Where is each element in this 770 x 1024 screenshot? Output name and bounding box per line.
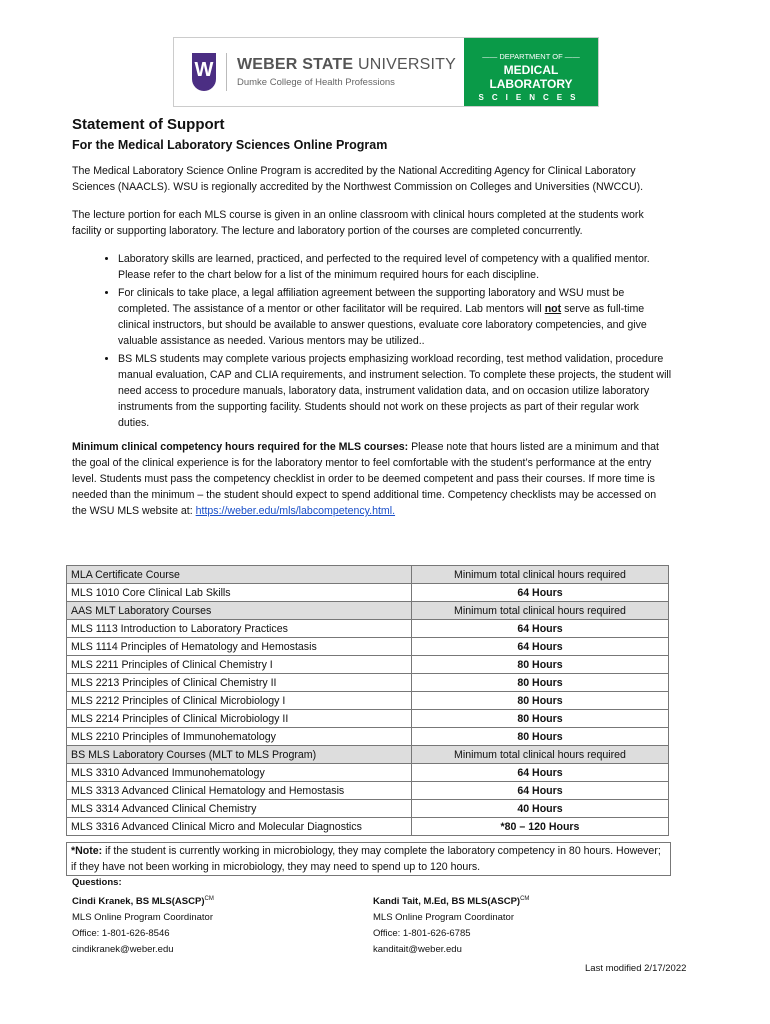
- page-title: Statement of Support: [72, 116, 225, 133]
- questions-label: Questions:: [72, 877, 122, 888]
- course-cell: MLS 1113 Introduction to Laboratory Practices: [67, 620, 412, 638]
- hours-cell: Minimum total clinical hours required: [412, 566, 669, 584]
- college-name: Dumke College of Health Professions: [237, 77, 395, 88]
- table-row: [67, 602, 669, 620]
- course-cell: BS MLS Laboratory Courses (MLT to MLS Program): [67, 746, 412, 764]
- table-row: [67, 710, 669, 728]
- table-row: [67, 746, 669, 764]
- table-row: [67, 692, 669, 710]
- hours-cell: 64 Hours: [412, 620, 669, 638]
- table-row: [67, 638, 669, 656]
- course-cell: MLS 3313 Advanced Clinical Hematology and Hemostasis: [67, 782, 412, 800]
- lecture-paragraph: The lecture portion for each MLS course is given in an online classroom with clinical hours completed at the students work facility or supporting laboratory. The lecture and laboratory portion of the courses are completed concurrently.: [72, 209, 644, 237]
- hours-cell: 80 Hours: [412, 656, 669, 674]
- list-item: • For clinicals to take place, a legal affiliation agreement between the supporting laboratory and WSU must be completed. The assistance of a mentor or other facilitator will be required. Lab mentors will not serve as full-time clinical instructors, but should be available to answer questions, evaluate core laboratory competencies, and give valuable assistance as needed. Various mentors may be utilized..: [118, 285, 672, 349]
- course-cell: AAS MLT Laboratory Courses: [67, 602, 412, 620]
- main-content: [72, 117, 672, 531]
- wsu-shield-icon: W: [192, 53, 216, 91]
- course-cell: MLS 3316 Advanced Clinical Micro and Molecular Diagnostics: [67, 818, 412, 836]
- divider: [226, 53, 227, 91]
- hours-cell: 64 Hours: [412, 764, 669, 782]
- accreditation-paragraph: The Medical Laboratory Science Online Program is accredited by the National Accrediting Agency for Clinical Laboratory Sciences (NAACLS). WSU is regionally accredited by the Northwest Commission on Colleges and Universities (NWCCU).: [72, 165, 644, 193]
- contact-left: Questions: Cindi Kranek, BS MLS(ASCP)$^{CM}$ MLS Online Program Coordinator Office: 1-801-626-8546 cindikranek@weber.edu: [72, 877, 214, 956]
- course-cell: MLS 3310 Advanced Immunohematology: [67, 764, 412, 782]
- microbiology-note: *Note: if the student is currently working in microbiology, they may complete the laboratory competency in 80 hours. However; if they have not been working in microbiology, they may need to spend up to 120 hours.: [66, 842, 671, 876]
- course-cell: MLS 2212 Principles of Clinical Microbiology I: [67, 692, 412, 710]
- course-cell: MLS 1010 Core Clinical Lab Skills: [67, 584, 412, 602]
- contact-right: Kandi Tait, M.Ed, BS MLS(ASCP)$^{CM}$ MLS Online Program Coordinator Office: 1-801-626-6785 kanditait@weber.edu: [373, 896, 530, 956]
- email[interactable]: cindikranek@weber.edu: [72, 944, 174, 956]
- header-logo: W WEBER STATE UNIVERSITY Dumke College of Health Professions —— DEPARTMENT OF —— MEDICAL LABORATORY SCIENCES: [173, 37, 599, 107]
- table-row: [67, 656, 669, 674]
- hours-cell: 64 Hours: [412, 638, 669, 656]
- hours-cell: 80 Hours: [412, 728, 669, 746]
- hours-cell: 64 Hours: [412, 782, 669, 800]
- table-row: [67, 764, 669, 782]
- lab-competency-link[interactable]: https://weber.edu/mls/labcompetency.html.: [195, 505, 396, 517]
- email[interactable]: kanditait@weber.edu: [373, 944, 462, 956]
- university-name: WEBER STATE: [237, 56, 354, 73]
- course-cell: MLS 2214 Principles of Clinical Microbiology II: [67, 710, 412, 728]
- table-row: [67, 782, 669, 800]
- table-row: [67, 674, 669, 692]
- last-modified: Last modified 2/17/2022: [585, 963, 687, 974]
- course-cell: MLS 2213 Principles of Clinical Chemistry II: [67, 674, 412, 692]
- course-cell: MLS 2210 Principles of Immunohematology: [67, 728, 412, 746]
- hours-cell: Minimum total clinical hours required: [412, 746, 669, 764]
- table-row: [67, 818, 669, 836]
- table-row: [67, 584, 669, 602]
- hours-cell: 80 Hours: [412, 710, 669, 728]
- hours-cell: Minimum total clinical hours required: [412, 602, 669, 620]
- table-row: [67, 728, 669, 746]
- hours-cell: *80 – 120 Hours: [412, 818, 669, 836]
- course-cell: MLS 3314 Advanced Clinical Chemistry: [67, 800, 412, 818]
- table-row: [67, 800, 669, 818]
- course-cell: MLS 2211 Principles of Clinical Chemistry I: [67, 656, 412, 674]
- hours-cell: 40 Hours: [412, 800, 669, 818]
- page-subtitle: For the Medical Laboratory Sciences Online Program: [72, 138, 388, 152]
- table-row: [67, 620, 669, 638]
- department-logo: —— DEPARTMENT OF —— MEDICAL LABORATORY SCIENCES: [464, 38, 598, 106]
- course-cell: MLA Certificate Course: [67, 566, 412, 584]
- hours-cell: 80 Hours: [412, 692, 669, 710]
- list-item: • Laboratory skills are learned, practiced, and perfected to the required level of competency with a qualified mentor. Please refer to the chart below for a list of the minimum required hours for each discipline.: [118, 251, 672, 283]
- clinical-hours-table: [66, 565, 669, 836]
- requirements-list: [72, 251, 672, 431]
- course-cell: MLS 1114 Principles of Hematology and Hemostasis: [67, 638, 412, 656]
- table-row: [67, 566, 669, 584]
- list-item: • BS MLS students may complete various projects emphasizing workload recording, test method validation, procedure manual evaluation, CAP and CLIA requirements, and instrument selection. To complete these projects, the student will need access to procedure manuals, laboratory data, instrument validation data, and on occasion utilize laboratory instruments from the supporting facility. Students should not work on these projects as part of their regular work duties.: [118, 351, 672, 431]
- minimum-hours-paragraph: Minimum clinical competency hours required for the MLS courses: Please note that hours listed are a minimum and that the goal of the clinical experience is for the laboratory mentor to feel comfortable with the student’s performance at the entry level. Students must pass the competency checklist in order to be deemed competent and pass their courses. If more time is needed than the minimum – the student should expect to spend additional time. Competency checklists may be accessed on the WSU MLS website at: https://weber.edu/mls/labcompetency.html.: [72, 441, 659, 517]
- hours-cell: 64 Hours: [412, 584, 669, 602]
- hours-cell: 80 Hours: [412, 674, 669, 692]
